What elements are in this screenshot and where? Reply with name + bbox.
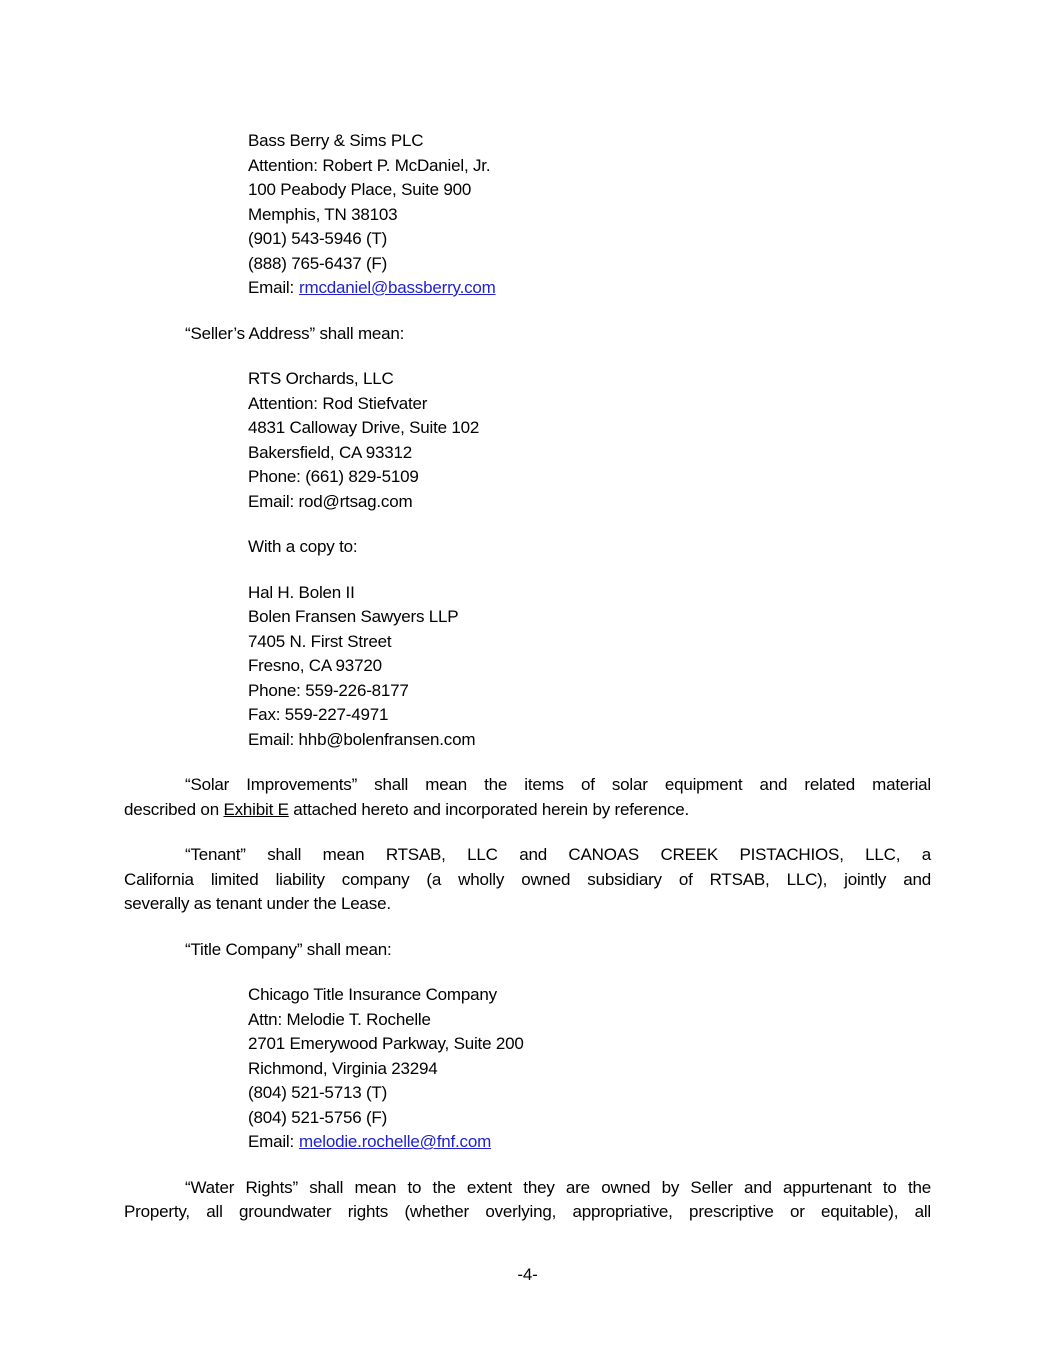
address-line: Email: rod@rtsag.com bbox=[248, 491, 413, 511]
address-line: Bakersfield, CA 93312 bbox=[248, 442, 413, 462]
paragraph-text: described on bbox=[124, 799, 224, 819]
paragraph-line: “Tenant” shall mean RTSAB, LLC and CANOAS CREEK PISTACHIOS, LLC, a bbox=[185, 845, 931, 864]
address-line: Attn: Melodie T. Rochelle bbox=[248, 1009, 431, 1029]
title-company-heading: “Title Company” shall mean: bbox=[185, 939, 392, 959]
paragraph-text: attached hereto and incorporated herein by reference. bbox=[288, 799, 690, 819]
email-link-melodie-rochelle[interactable]: melodie.rochelle@fnf.com bbox=[299, 1132, 492, 1151]
address-line: RTS Orchards, LLC bbox=[248, 369, 394, 388]
address-line: Memphis, TN 38103 bbox=[248, 204, 398, 224]
paragraph-line bbox=[124, 798, 931, 823]
address-line: (804) 521-5713 (T) bbox=[248, 1083, 388, 1102]
paragraph-line: California limited liability company (a wholly owned subsidiary of RTSAB, LLC), jointly and bbox=[124, 869, 931, 889]
address-line: Hal H. Bolen II bbox=[248, 582, 355, 602]
page-number: -4- bbox=[517, 1265, 538, 1284]
email-line bbox=[248, 1130, 931, 1155]
document-body bbox=[124, 129, 931, 1246]
email-label: Email: bbox=[248, 1132, 295, 1151]
paragraph-line: “Water Rights” shall mean to the extent they are owned by Seller and appurtenant to the bbox=[185, 1177, 931, 1197]
email-link-rmcdaniel[interactable]: rmcdaniel@bassberry.com bbox=[299, 278, 496, 297]
sellers-address-heading: “Seller’s Address” shall mean: bbox=[185, 323, 405, 343]
address-line: Fresno, CA 93720 bbox=[248, 656, 382, 675]
email-label: Email: bbox=[248, 278, 295, 297]
title-company-address-block bbox=[248, 983, 931, 1155]
address-line: (888) 765-6437 (F) bbox=[248, 253, 388, 273]
address-line: 2701 Emerywood Parkway, Suite 200 bbox=[248, 1034, 524, 1053]
seller-counsel-address-block bbox=[248, 581, 931, 753]
address-line: Phone: 559-226-8177 bbox=[248, 680, 409, 700]
copy-to-note: With a copy to: bbox=[248, 537, 358, 556]
address-line: Email: hhb@bolenfransen.com bbox=[248, 729, 476, 749]
address-line: 7405 N. First Street bbox=[248, 631, 392, 651]
exhibit-e-reference: Exhibit E bbox=[223, 799, 289, 819]
address-line: (901) 543-5946 (T) bbox=[248, 229, 388, 248]
address-line: Fax: 559-227-4971 bbox=[248, 705, 389, 724]
address-line: Bass Berry & Sims PLC bbox=[248, 131, 424, 150]
buyer-counsel-address-block bbox=[248, 129, 931, 301]
tenant-paragraph bbox=[124, 843, 931, 917]
address-line: 4831 Calloway Drive, Suite 102 bbox=[248, 418, 480, 437]
address-line: Bolen Fransen Sawyers LLP bbox=[248, 607, 459, 626]
paragraph-line: “Solar Improvements” shall mean the items of solar equipment and related material bbox=[185, 775, 931, 794]
email-line bbox=[248, 276, 931, 301]
address-line: Attention: Robert P. McDaniel, Jr. bbox=[248, 155, 491, 175]
paragraph-line: severally as tenant under the Lease. bbox=[124, 894, 391, 913]
address-line: Phone: (661) 829-5109 bbox=[248, 467, 419, 486]
address-line: Richmond, Virginia 23294 bbox=[248, 1058, 438, 1078]
solar-improvements-paragraph bbox=[124, 773, 931, 822]
address-line: (804) 521-5756 (F) bbox=[248, 1107, 388, 1127]
address-line: Attention: Rod Stiefvater bbox=[248, 393, 428, 413]
address-line: 100 Peabody Place, Suite 900 bbox=[248, 180, 472, 199]
seller-address-block bbox=[248, 367, 931, 514]
paragraph-line: Property, all groundwater rights (whether overlying, appropriative, prescriptive or equitable), all bbox=[124, 1202, 931, 1221]
water-rights-paragraph bbox=[124, 1176, 931, 1225]
address-line: Chicago Title Insurance Company bbox=[248, 985, 497, 1004]
